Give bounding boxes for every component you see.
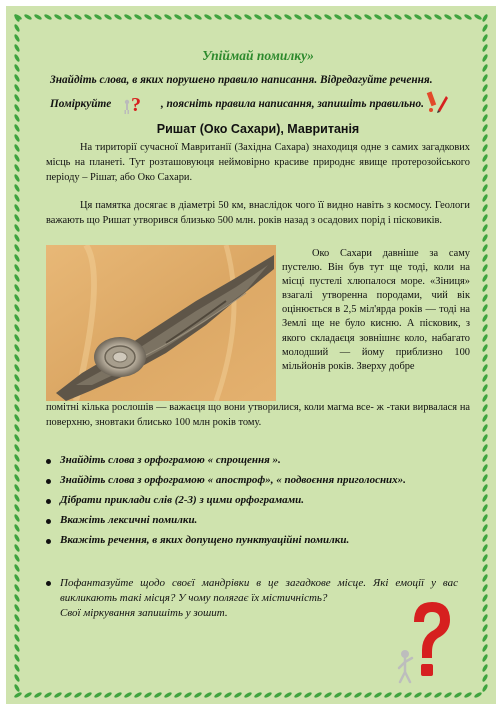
border-leaf — [423, 691, 432, 698]
border-leaf — [481, 383, 488, 392]
border-leaf — [481, 413, 488, 422]
border-leaf — [13, 183, 20, 192]
instruction-line-2 — [50, 98, 424, 110]
border-leaf — [463, 13, 472, 20]
border-leaf — [323, 13, 332, 20]
border-leaf — [13, 393, 20, 402]
border-leaf — [13, 233, 20, 242]
border-leaf — [13, 563, 20, 572]
svg-text:?: ? — [131, 94, 141, 116]
article-paragraph-3-side: Око Сахари давніше за саму пустелю. Він був тут ще тоді, коли на місці пустелі хлюпалося море. «Зіниця» взагалі утворенна породами, чий вік оцінюється в 2,5 міл'ярда років — тоді на Землі ще не було кисню. А пісковик, з якого складаєця зовнішнє коло, набагато молодший — йому приблизно 100 мільйонів років. Зверху добре — [282, 248, 470, 372]
border-leaf — [481, 443, 488, 452]
border-leaf — [13, 253, 20, 262]
border-leaf — [13, 283, 20, 292]
border-leaf — [13, 333, 20, 342]
fantasy-line-1: Пофантазуйте щодо своєї мандрівки в це загадкове місце. Які емоції у вас — [60, 577, 458, 589]
border-leaf — [481, 653, 488, 662]
border-leaf — [33, 691, 42, 698]
border-leaf — [363, 13, 372, 20]
border-leaf — [13, 673, 20, 682]
border-leaf — [243, 691, 252, 698]
border-leaf — [263, 13, 272, 20]
border-leaf — [481, 613, 488, 622]
border-leaf — [481, 623, 488, 632]
border-leaf — [233, 691, 242, 698]
border-leaf — [13, 123, 20, 132]
border-leaf — [13, 63, 20, 72]
border-leaf — [293, 13, 302, 20]
border-leaf — [113, 13, 122, 20]
border-leaf — [13, 613, 20, 622]
border-leaf — [481, 683, 488, 692]
border-leaf — [133, 13, 142, 20]
border-leaf — [13, 273, 20, 282]
border-leaf — [433, 13, 442, 20]
border-leaf — [481, 14, 488, 23]
border-leaf — [133, 691, 142, 698]
article-paragraph-3-tail: помітні кілька рослошів — важаєця що вони утворилися, коли магма все- ж -таки вирвалася на поверхню, зновтаки блисько 100 млн років тому. — [46, 402, 470, 428]
border-leaf — [13, 573, 20, 582]
border-leaf — [403, 691, 412, 698]
border-leaf — [13, 153, 20, 162]
border-leaf — [481, 523, 488, 532]
instruction-think: Поміркуйте — [50, 98, 112, 110]
border-leaf — [53, 691, 62, 698]
border-leaf — [481, 223, 488, 232]
border-leaf — [481, 663, 488, 672]
border-leaf — [13, 383, 20, 392]
border-leaf — [33, 13, 42, 20]
border-leaf — [481, 433, 488, 442]
leaf-border-bottom — [14, 688, 488, 702]
border-leaf — [213, 13, 222, 20]
border-leaf — [313, 691, 322, 698]
border-leaf — [481, 543, 488, 552]
border-leaf — [481, 503, 488, 512]
border-leaf — [13, 503, 20, 512]
border-leaf — [423, 13, 432, 20]
border-leaf — [481, 563, 488, 572]
border-leaf — [13, 483, 20, 492]
border-leaf — [53, 13, 62, 20]
border-leaf — [43, 13, 52, 20]
border-leaf — [73, 691, 82, 698]
task-item: Дібрати приклади слів (2-3) з цими орфограмами. — [46, 494, 470, 514]
border-leaf — [13, 263, 20, 272]
leaf-border-left — [10, 14, 24, 696]
border-leaf — [481, 233, 488, 242]
border-leaf — [481, 93, 488, 102]
border-leaf — [343, 13, 352, 20]
border-leaf — [481, 453, 488, 462]
border-leaf — [13, 423, 20, 432]
border-leaf — [13, 443, 20, 452]
article-paragraph-1: На тириторії сучасної Мавританії (Західна Сахара) знаходиця одне з самих загадкових місць на планеті. Тут розташовуюця неймовірно красиве природнє явище протерозойського періоду – Рішат, або Око Сахари. — [46, 142, 470, 183]
border-leaf — [403, 13, 412, 20]
border-leaf — [481, 63, 488, 72]
worksheet-title: Упіймай помилку» — [202, 48, 314, 63]
border-leaf — [223, 691, 232, 698]
border-leaf — [481, 263, 488, 272]
border-leaf — [223, 13, 232, 20]
border-leaf — [333, 691, 342, 698]
question-mark-figure-icon — [396, 596, 456, 686]
border-leaf — [13, 453, 20, 462]
border-leaf — [13, 533, 20, 542]
border-leaf — [13, 433, 20, 442]
border-leaf — [123, 691, 132, 698]
border-leaf — [13, 133, 20, 142]
border-leaf — [481, 583, 488, 592]
border-leaf — [83, 691, 92, 698]
border-leaf — [481, 273, 488, 282]
border-leaf — [481, 83, 488, 92]
task-item: Вкажіть речення, в яких допущено пунктуаційні помилки. — [46, 534, 470, 554]
border-leaf — [481, 153, 488, 162]
border-leaf — [13, 313, 20, 322]
border-leaf — [481, 373, 488, 382]
border-leaf — [13, 363, 20, 372]
border-leaf — [481, 633, 488, 642]
fantasy-line-2: викликають такі місця? У чому полягає їх містичність? — [60, 592, 328, 604]
border-leaf — [143, 13, 152, 20]
border-leaf — [481, 423, 488, 432]
border-leaf — [481, 123, 488, 132]
border-leaf — [13, 293, 20, 302]
border-leaf — [83, 13, 92, 20]
border-leaf — [13, 553, 20, 562]
border-leaf — [203, 13, 212, 20]
border-leaf — [173, 13, 182, 20]
border-leaf — [13, 243, 20, 252]
border-leaf — [283, 13, 292, 20]
border-leaf — [481, 333, 488, 342]
border-leaf — [13, 73, 20, 82]
border-leaf — [13, 53, 20, 62]
border-leaf — [481, 203, 488, 212]
border-leaf — [481, 143, 488, 152]
task-item: Знайдіть слова з орфограмою « спрощення ». — [46, 454, 470, 474]
border-leaf — [203, 691, 212, 698]
task-item: Вкажіть лексичні помилки. — [46, 514, 470, 534]
thinking-question-icon — [122, 92, 144, 116]
eye-of-sahara-photo — [46, 245, 276, 401]
border-leaf — [13, 623, 20, 632]
instruction-explain: , поясніть правила написання, запишіть правильно. — [160, 98, 424, 110]
border-leaf — [481, 283, 488, 292]
task-list — [46, 454, 470, 554]
border-leaf — [481, 23, 488, 32]
border-leaf — [383, 691, 392, 698]
border-leaf — [481, 513, 488, 522]
border-leaf — [481, 533, 488, 542]
border-leaf — [481, 403, 488, 412]
border-leaf — [481, 323, 488, 332]
border-leaf — [481, 33, 488, 42]
border-leaf — [183, 13, 192, 20]
border-leaf — [393, 691, 402, 698]
border-leaf — [443, 13, 452, 20]
border-leaf — [481, 363, 488, 372]
border-leaf — [73, 13, 82, 20]
border-leaf — [373, 691, 382, 698]
leaf-border-right — [478, 14, 492, 696]
border-leaf — [13, 523, 20, 532]
border-leaf — [13, 653, 20, 662]
border-leaf — [481, 473, 488, 482]
border-leaf — [23, 13, 32, 20]
border-leaf — [13, 14, 20, 23]
border-leaf — [333, 13, 342, 20]
border-leaf — [13, 83, 20, 92]
border-leaf — [13, 223, 20, 232]
border-leaf — [13, 33, 20, 42]
border-leaf — [173, 691, 182, 698]
fantasy-line-3: Свої міркування запишіть у зошит. — [60, 607, 228, 619]
border-leaf — [481, 603, 488, 612]
border-leaf — [273, 13, 282, 20]
border-leaf — [123, 13, 132, 20]
border-leaf — [13, 173, 20, 182]
border-leaf — [433, 691, 442, 698]
border-leaf — [13, 583, 20, 592]
border-leaf — [481, 173, 488, 182]
border-leaf — [103, 691, 112, 698]
border-leaf — [481, 483, 488, 492]
border-leaf — [343, 691, 352, 698]
border-leaf — [413, 13, 422, 20]
border-leaf — [481, 213, 488, 222]
border-leaf — [481, 393, 488, 402]
border-leaf — [303, 13, 312, 20]
border-leaf — [453, 13, 462, 20]
article-heading: Ришат (Око Сахари), Мавританія — [156, 122, 360, 136]
border-leaf — [353, 691, 362, 698]
border-leaf — [13, 343, 20, 352]
border-leaf — [23, 691, 32, 698]
border-leaf — [93, 691, 102, 698]
border-leaf — [213, 691, 222, 698]
border-leaf — [103, 13, 112, 20]
border-leaf — [463, 691, 472, 698]
border-leaf — [363, 691, 372, 698]
border-leaf — [481, 103, 488, 112]
border-leaf — [13, 103, 20, 112]
border-leaf — [153, 691, 162, 698]
border-leaf — [481, 313, 488, 322]
border-leaf — [153, 13, 162, 20]
border-leaf — [13, 473, 20, 482]
border-leaf — [13, 593, 20, 602]
border-leaf — [413, 691, 422, 698]
border-leaf — [293, 691, 302, 698]
border-leaf — [13, 93, 20, 102]
border-leaf — [481, 343, 488, 352]
border-leaf — [13, 493, 20, 502]
border-leaf — [13, 163, 20, 172]
border-leaf — [253, 13, 262, 20]
border-leaf — [13, 353, 20, 362]
border-leaf — [13, 203, 20, 212]
border-leaf — [481, 353, 488, 362]
border-leaf — [353, 13, 362, 20]
instruction-line-1: Знайдіть слова, в яких порушено правило написання. Відредагуйте речення. — [50, 74, 433, 86]
border-leaf — [13, 193, 20, 202]
leaf-border-top — [14, 10, 488, 24]
border-leaf — [13, 633, 20, 642]
border-leaf — [313, 13, 322, 20]
border-leaf — [481, 593, 488, 602]
border-leaf — [13, 303, 20, 312]
border-leaf — [13, 43, 20, 52]
border-leaf — [481, 243, 488, 252]
border-leaf — [263, 691, 272, 698]
pencil-exclamation-icon — [426, 90, 448, 114]
border-leaf — [481, 493, 488, 502]
border-leaf — [163, 691, 172, 698]
border-leaf — [481, 293, 488, 302]
border-leaf — [13, 643, 20, 652]
border-leaf — [283, 691, 292, 698]
border-leaf — [481, 553, 488, 562]
border-leaf — [13, 603, 20, 612]
border-leaf — [243, 13, 252, 20]
article-paragraph-2: Ця памятка досягає в діаметрі 50 км, внаслідок чого її видно навіть з космосу. Геологи важають що Ришат утворився близько 500 млн. років назад з осадових порід і пісковиків. — [46, 200, 470, 226]
border-leaf — [13, 373, 20, 382]
border-leaf — [481, 573, 488, 582]
border-leaf — [13, 403, 20, 412]
border-leaf — [481, 193, 488, 202]
border-leaf — [303, 691, 312, 698]
border-leaf — [481, 643, 488, 652]
border-leaf — [273, 691, 282, 698]
border-leaf — [13, 663, 20, 672]
border-leaf — [13, 543, 20, 552]
border-leaf — [93, 13, 102, 20]
border-leaf — [323, 691, 332, 698]
border-leaf — [43, 691, 52, 698]
border-leaf — [13, 413, 20, 422]
border-leaf — [481, 133, 488, 142]
border-leaf — [113, 691, 122, 698]
border-leaf — [481, 163, 488, 172]
border-leaf — [63, 13, 72, 20]
border-leaf — [481, 43, 488, 52]
border-leaf — [393, 13, 402, 20]
border-leaf — [481, 73, 488, 82]
border-leaf — [453, 691, 462, 698]
border-leaf — [13, 213, 20, 222]
border-leaf — [13, 463, 20, 472]
border-leaf — [163, 13, 172, 20]
border-leaf — [481, 113, 488, 122]
border-leaf — [13, 323, 20, 332]
border-leaf — [253, 691, 262, 698]
border-leaf — [193, 691, 202, 698]
border-leaf — [481, 253, 488, 262]
border-leaf — [13, 113, 20, 122]
border-leaf — [443, 691, 452, 698]
border-leaf — [13, 513, 20, 522]
border-leaf — [63, 691, 72, 698]
border-leaf — [383, 13, 392, 20]
border-leaf — [373, 13, 382, 20]
border-leaf — [143, 691, 152, 698]
border-leaf — [481, 303, 488, 312]
border-leaf — [193, 13, 202, 20]
border-leaf — [233, 13, 242, 20]
task-item: Знайдіть слова з орфограмою « апостроф», « подвоєння приголосних». — [46, 474, 470, 494]
border-leaf — [183, 691, 192, 698]
border-leaf — [13, 23, 20, 32]
border-leaf — [13, 683, 20, 692]
border-leaf — [481, 463, 488, 472]
border-leaf — [481, 673, 488, 682]
border-leaf — [481, 183, 488, 192]
border-leaf — [13, 143, 20, 152]
border-leaf — [481, 53, 488, 62]
